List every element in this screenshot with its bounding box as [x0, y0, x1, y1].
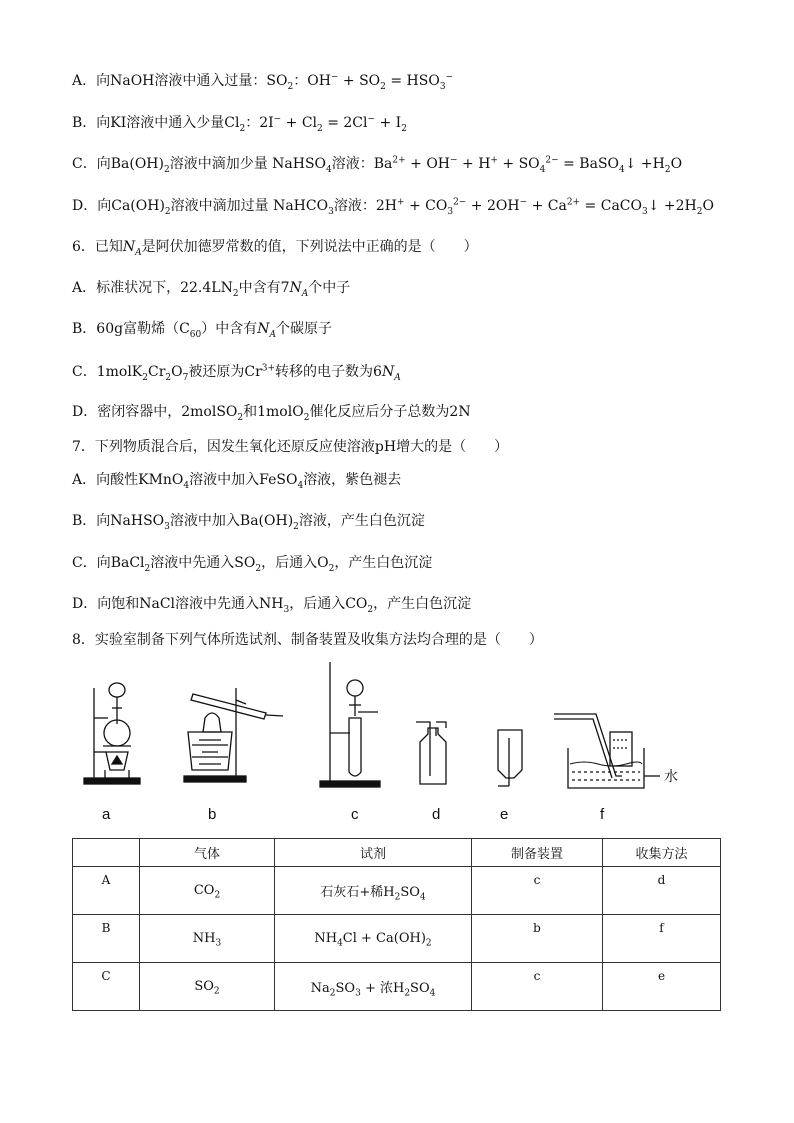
label-d: d: [432, 806, 441, 823]
q7-option-c: C．向BaCl$_2$溶液中先通入$SO_2$，后通入$O_2$，产生白色沉淀: [72, 555, 433, 574]
q5-option-b: B．向KI溶液中通入少量$Cl_2$：$2I^- + Cl_2 = 2Cl^- + I_2$: [72, 114, 407, 134]
q7-option-a: A．向酸性KMnO$_4$溶液中加入FeSO$_4$溶液，紫色褪去: [72, 472, 402, 491]
q8-table: [72, 838, 721, 1011]
q6-stem: 6．已知$N_A$是阿伏加德罗常数的值，下列说法中正确的是（ ）: [72, 239, 478, 258]
collect-cell: f: [603, 915, 721, 963]
device-cell: c: [472, 867, 603, 915]
apparatus-b: [184, 688, 283, 782]
device-cell: c: [472, 963, 603, 1011]
gas-cell: $NH_3$: [140, 915, 275, 963]
apparatus-e: [498, 730, 522, 786]
q7-stem: 7．下列物质混合后，因发生氧化还原反应使溶液pH增大的是（ ）: [72, 439, 509, 455]
apparatus-d: [416, 722, 446, 784]
label-a: a: [102, 806, 111, 823]
q6-option-b: B．60g富勒烯$(C_{60})$中含有$N_A$个碳原子: [72, 321, 332, 340]
q5-option-d: D．向$Ca(OH)_2$溶液中滴加过量 NaHCO$_3$溶液：$2H^+ + CO_3^{2-} + 2OH^- + Ca^{2+}$ = CaCO$_3$↓ $+2H_2O$: [72, 197, 714, 217]
table-row: [73, 963, 721, 1011]
label-b: b: [208, 806, 217, 823]
device-cell: b: [472, 915, 603, 963]
gas-cell: $SO_2$: [140, 963, 275, 1011]
label-f: f: [600, 806, 605, 823]
q5-option-c: C．向$Ba(OH)_2$溶液中滴加少量 NaHSO$_4$溶液：$Ba^{2+} + OH^- + H^+ + SO_4^{2-}$ = BaSO$_4$↓ $+H_2O$: [72, 155, 683, 175]
q5-option-a: A．向NaOH溶液中通入过量：$SO_2$：$OH^- + SO_2 = HSO_3^-$: [72, 72, 454, 92]
gas-cell: $CO_2$: [140, 867, 275, 915]
apparatus-f: [554, 714, 660, 788]
table-header: 试剂: [275, 839, 472, 867]
table-header-row: [73, 839, 721, 867]
table-row: [73, 915, 721, 963]
q6-option-a: A．标准状况下，$22.4LN_2$中含有$7N_A$个中子: [72, 280, 351, 299]
reagent-cell: $Na_2SO_3$ + 浓$H_2SO_4$: [275, 963, 472, 1011]
collect-cell: e: [603, 963, 721, 1011]
q8-stem: 8．实验室制备下列气体所选试剂、制备装置及收集方法均合理的是（ ）: [72, 632, 543, 648]
apparatus-c: [320, 662, 380, 787]
label-water: 水: [664, 768, 678, 784]
option-cell: C: [73, 963, 140, 1011]
option-cell: A: [73, 867, 140, 915]
table-header: [73, 839, 140, 867]
label-c: c: [351, 806, 359, 823]
q6-option-c: C．$1molK_2Cr_2O_7$被还原为$Cr^{3+}$转移的电子数为$6N_A$: [72, 363, 401, 383]
q7-option-d: D．向饱和NaCl溶液中先通入$NH_3$，后通入$CO_2$，产生白色沉淀: [72, 596, 472, 615]
table-header: 收集方法: [603, 839, 721, 867]
table-header: 制备装置: [472, 839, 603, 867]
apparatus-a: [84, 683, 140, 784]
q6-option-d: D．密闭容器中，2molSO$_2$和1molO$_2$催化反应后分子总数为2N: [72, 404, 471, 423]
reagent-cell: 石灰石+稀$H_2SO_4$: [275, 867, 472, 915]
table-header: 气体: [140, 839, 275, 867]
option-cell: B: [73, 915, 140, 963]
label-e: e: [500, 806, 509, 823]
reagent-cell: $NH_4Cl + Ca(OH)_2$: [275, 915, 472, 963]
table-row: [73, 867, 721, 915]
q7-option-b: B．向NaHSO$_3$溶液中加入$Ba(OH)_2$溶液，产生白色沉淀: [72, 513, 425, 532]
collect-cell: d: [603, 867, 721, 915]
